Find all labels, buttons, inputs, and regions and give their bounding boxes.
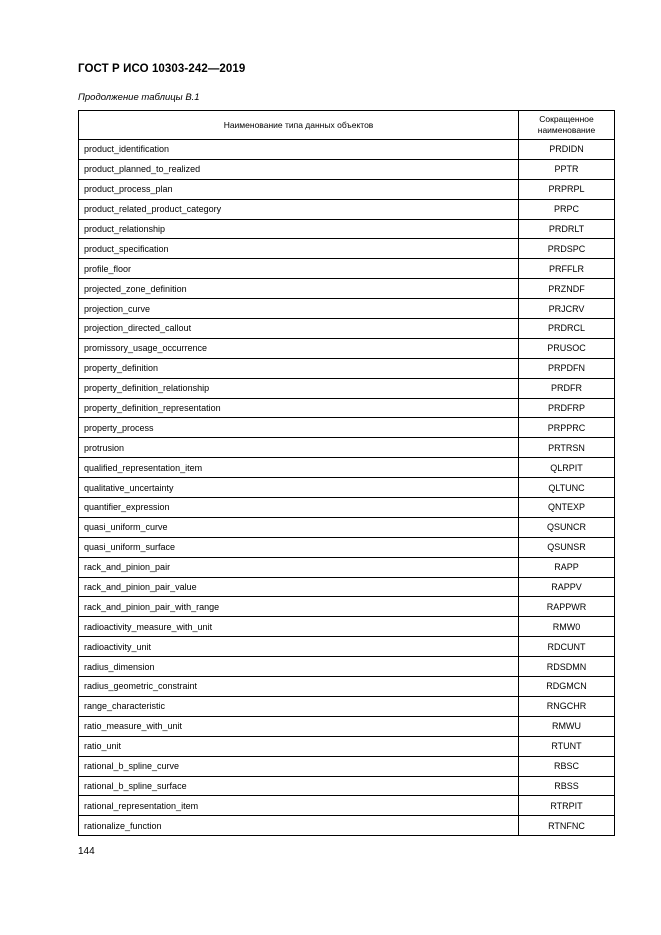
table-row	[79, 438, 615, 458]
table-row	[79, 637, 615, 657]
table-row	[79, 239, 615, 259]
table-row	[79, 597, 615, 617]
entity-name-cell: qualitative_uncertainty	[79, 478, 519, 498]
entity-name-cell: property_definition	[79, 358, 519, 378]
entity-name-cell: product_process_plan	[79, 179, 519, 199]
abbreviation-cell: PRDFR	[519, 378, 615, 398]
abbreviation-cell: PRJCRV	[519, 299, 615, 319]
entity-name-cell: quantifier_expression	[79, 498, 519, 518]
table-row	[79, 657, 615, 677]
entity-name-cell: product_identification	[79, 140, 519, 160]
entity-table	[78, 110, 615, 836]
column-header-name: Наименование типа данных объектов	[79, 111, 519, 140]
abbreviation-cell: PRPC	[519, 199, 615, 219]
entity-name-cell: projected_zone_definition	[79, 279, 519, 299]
entity-name-cell: product_planned_to_realized	[79, 159, 519, 179]
abbreviation-cell: RMW0	[519, 617, 615, 637]
entity-name-cell: rational_b_spline_curve	[79, 756, 519, 776]
abbreviation-cell: PRPRPL	[519, 179, 615, 199]
table-row	[79, 776, 615, 796]
entity-name-cell: rack_and_pinion_pair	[79, 557, 519, 577]
abbreviation-cell: RBSC	[519, 756, 615, 776]
abbreviation-cell: QSUNSR	[519, 537, 615, 557]
table-row	[79, 716, 615, 736]
abbreviation-cell: RAPPWR	[519, 597, 615, 617]
table-row	[79, 796, 615, 816]
abbreviation-cell: QLTUNC	[519, 478, 615, 498]
abbreviation-cell: RDSDMN	[519, 657, 615, 677]
entity-name-cell: product_relationship	[79, 219, 519, 239]
abbreviation-cell: PRTRSN	[519, 438, 615, 458]
table-row	[79, 378, 615, 398]
entity-name-cell: property_process	[79, 418, 519, 438]
table-body	[79, 140, 615, 836]
table-row	[79, 319, 615, 339]
abbreviation-cell: PRPDFN	[519, 358, 615, 378]
entity-name-cell: quasi_uniform_curve	[79, 517, 519, 537]
abbreviation-cell: RMWU	[519, 716, 615, 736]
table-row	[79, 458, 615, 478]
abbreviation-cell: PRDRCL	[519, 319, 615, 339]
abbreviation-cell: RNGCHR	[519, 696, 615, 716]
abbreviation-cell: PRDFRP	[519, 398, 615, 418]
abbreviation-cell: PPTR	[519, 159, 615, 179]
abbreviation-cell: PRUSOC	[519, 338, 615, 358]
abbreviation-cell: RBSS	[519, 776, 615, 796]
table-row	[79, 159, 615, 179]
entity-name-cell: projection_directed_callout	[79, 319, 519, 339]
abbreviation-cell: PRZNDF	[519, 279, 615, 299]
entity-name-cell: rational_representation_item	[79, 796, 519, 816]
entity-name-cell: profile_floor	[79, 259, 519, 279]
entity-name-cell: product_related_product_category	[79, 199, 519, 219]
table-row	[79, 299, 615, 319]
entity-name-cell: rational_b_spline_surface	[79, 776, 519, 796]
abbreviation-cell: RDCUNT	[519, 637, 615, 657]
table-row	[79, 199, 615, 219]
abbreviation-cell: PRFFLR	[519, 259, 615, 279]
table-caption: Продолжение таблицы В.1	[78, 92, 200, 103]
table-row	[79, 140, 615, 160]
entity-name-cell: ratio_measure_with_unit	[79, 716, 519, 736]
abbreviation-cell: RAPP	[519, 557, 615, 577]
entity-name-cell: qualified_representation_item	[79, 458, 519, 478]
abbreviation-cell: RTUNT	[519, 736, 615, 756]
table-row	[79, 418, 615, 438]
table-row	[79, 219, 615, 239]
entity-name-cell: radioactivity_measure_with_unit	[79, 617, 519, 637]
abbreviation-cell: QSUNCR	[519, 517, 615, 537]
abbreviation-cell: PRPPRC	[519, 418, 615, 438]
entity-name-cell: protrusion	[79, 438, 519, 458]
entity-name-cell: radius_geometric_constraint	[79, 677, 519, 697]
abbreviation-cell: PRDRLT	[519, 219, 615, 239]
page-number: 144	[78, 846, 95, 857]
abbreviation-cell: RTRPIT	[519, 796, 615, 816]
table-row	[79, 517, 615, 537]
abbreviation-cell: RTNFNC	[519, 816, 615, 836]
entity-name-cell: rack_and_pinion_pair_value	[79, 577, 519, 597]
entity-name-cell: range_characteristic	[79, 696, 519, 716]
table-row	[79, 537, 615, 557]
entity-name-cell: projection_curve	[79, 299, 519, 319]
entity-name-cell: property_definition_relationship	[79, 378, 519, 398]
entity-name-cell: radioactivity_unit	[79, 637, 519, 657]
table-row	[79, 816, 615, 836]
abbreviation-cell: QLRPIT	[519, 458, 615, 478]
entity-name-cell: promissory_usage_occurrence	[79, 338, 519, 358]
abbreviation-cell: PRDIDN	[519, 140, 615, 160]
entity-name-cell: rack_and_pinion_pair_with_range	[79, 597, 519, 617]
entity-name-cell: radius_dimension	[79, 657, 519, 677]
entity-name-cell: product_specification	[79, 239, 519, 259]
table-row	[79, 756, 615, 776]
column-header-abbreviation	[519, 111, 615, 140]
table-row	[79, 696, 615, 716]
table-row	[79, 358, 615, 378]
table-row	[79, 736, 615, 756]
abbreviation-cell: RAPPV	[519, 577, 615, 597]
table-row	[79, 677, 615, 697]
entity-name-cell: rationalize_function	[79, 816, 519, 836]
table-row	[79, 398, 615, 418]
table-row	[79, 577, 615, 597]
abbreviation-cell: QNTEXP	[519, 498, 615, 518]
entity-name-cell: ratio_unit	[79, 736, 519, 756]
table-row	[79, 478, 615, 498]
table-row	[79, 338, 615, 358]
table-row	[79, 259, 615, 279]
table-row	[79, 279, 615, 299]
entity-name-cell: quasi_uniform_surface	[79, 537, 519, 557]
table-header-row	[79, 111, 615, 140]
column-header-abbreviation-text: Сокращенное наименование	[537, 114, 596, 135]
table-row	[79, 557, 615, 577]
abbreviation-cell: RDGMCN	[519, 677, 615, 697]
document-header: ГОСТ Р ИСО 10303-242—2019	[78, 63, 246, 75]
abbreviation-cell: PRDSPC	[519, 239, 615, 259]
table-row	[79, 179, 615, 199]
table-row	[79, 498, 615, 518]
table-row	[79, 617, 615, 637]
entity-name-cell: property_definition_representation	[79, 398, 519, 418]
